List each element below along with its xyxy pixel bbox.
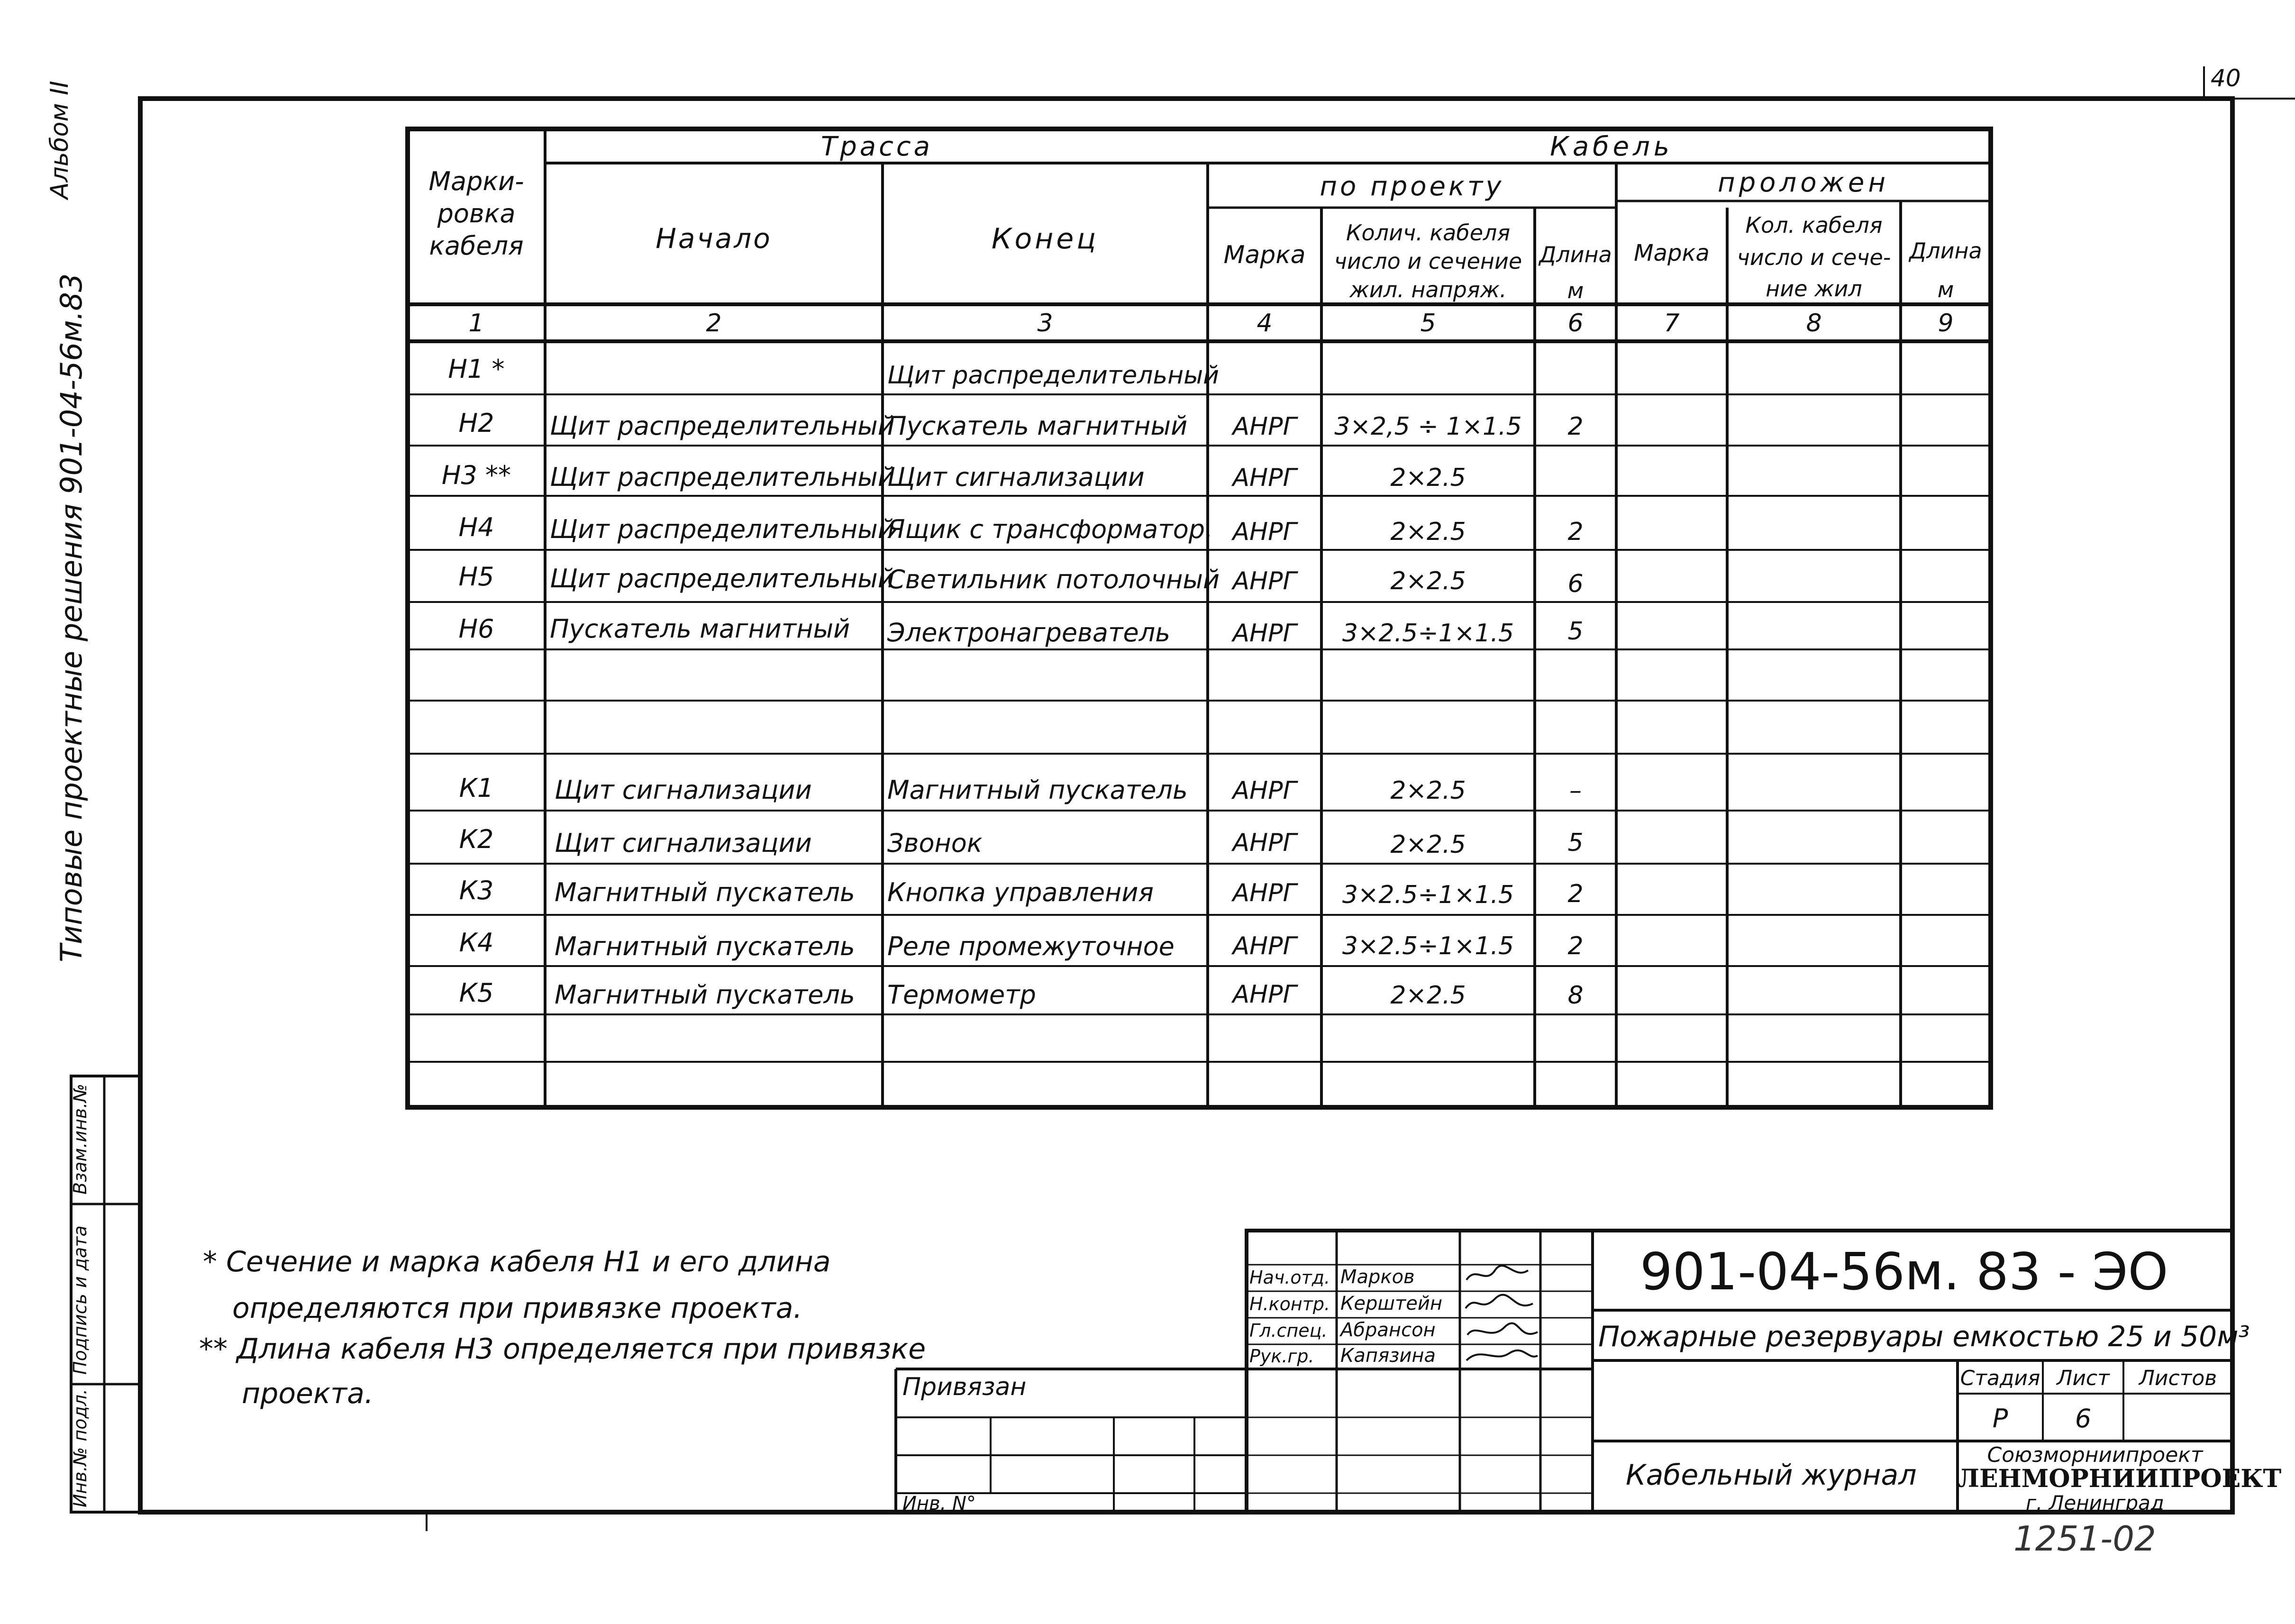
cell-start: Щит сигнализации	[555, 828, 812, 858]
column-number: 2	[706, 309, 722, 338]
header-length-2: м	[1567, 278, 1584, 303]
cell-count: 2×2.5	[1390, 830, 1466, 859]
column-number: 9	[1938, 309, 1954, 338]
album-label: Альбом II	[46, 81, 74, 199]
cell-length: 5	[1567, 617, 1584, 646]
header-start: Начало	[656, 222, 772, 255]
cell-length: 2	[1567, 518, 1584, 546]
cell-brand: АНРГ	[1232, 619, 1297, 648]
column-number: 3	[1037, 309, 1053, 338]
column-number: 6	[1567, 309, 1584, 338]
sheet-number: 40	[2211, 64, 2241, 92]
stamp-inv-podl: Инв.№ подл.	[70, 1388, 91, 1507]
role-name: Абрансон	[1340, 1319, 1436, 1341]
cell-mark: К5	[459, 978, 494, 1008]
sheet-value: 6	[2075, 1404, 2092, 1433]
cell-end: Реле промежуточное	[887, 931, 1175, 961]
cell-mark: Н1 *	[448, 354, 505, 384]
cell-brand: АНРГ	[1232, 567, 1297, 595]
cell-count: 3×2.5÷1×1.5	[1342, 619, 1514, 648]
header-count-laid-2: число и сече-	[1737, 245, 1891, 270]
cell-end: Щит сигнализации	[887, 462, 1145, 492]
header-length-laid-1: Длина	[1909, 238, 1982, 264]
cell-count: 3×2,5 ÷ 1×1.5	[1334, 412, 1522, 441]
cell-end: Кнопка управления	[887, 877, 1154, 907]
header-count-2: число и сечение	[1334, 248, 1522, 274]
cell-end: Пускатель магнитный	[887, 411, 1188, 441]
cell-count: 2×2.5	[1390, 981, 1466, 1010]
cell-end: Магнитный пускатель	[887, 775, 1188, 805]
sheets-label: Листов	[2139, 1366, 2217, 1390]
cell-end: Электронагреватель	[887, 618, 1171, 648]
cell-brand: АНРГ	[1232, 518, 1297, 546]
cell-start: Магнитный пускатель	[555, 877, 855, 907]
cell-length: 2	[1567, 932, 1584, 960]
header-laid: проложен	[1718, 167, 1889, 198]
cell-count: 3×2.5÷1×1.5	[1342, 932, 1514, 960]
cell-start: Щит распределительный	[550, 411, 894, 441]
column-number: 7	[1664, 309, 1680, 338]
cell-count: 2×2.5	[1390, 518, 1466, 546]
column-number: 5	[1420, 309, 1436, 338]
drawing-code: 901-04-56м. 83 - ЭО	[1640, 1242, 2168, 1302]
header-marking-3: кабеля	[429, 231, 524, 261]
cell-mark: К1	[459, 773, 494, 803]
cell-length: 8	[1567, 981, 1584, 1010]
note-line: определяются при привязке проекта.	[232, 1292, 802, 1325]
column-number: 4	[1257, 309, 1273, 338]
cell-length: 2	[1567, 412, 1584, 441]
org-line-2: ЛЕНМОРНИИПРОЕКТ	[1958, 1464, 2282, 1493]
cell-start: Щит распределительный	[550, 564, 894, 593]
cell-length: 5	[1567, 829, 1584, 857]
role-name: Марков	[1340, 1266, 1415, 1288]
cell-length: –	[1569, 776, 1582, 805]
header-by-project: по проекту	[1320, 171, 1504, 202]
binding-label: Привязан	[902, 1373, 1027, 1401]
column-number: 8	[1806, 309, 1822, 338]
cell-mark: Н3 **	[441, 460, 511, 490]
header-brand: Марка	[1223, 241, 1306, 269]
header-route: Трасса	[821, 131, 933, 162]
cell-count: 3×2.5÷1×1.5	[1342, 881, 1514, 909]
cell-count: 2×2.5	[1390, 776, 1466, 805]
cell-brand: АНРГ	[1232, 776, 1297, 805]
cell-brand: АНРГ	[1232, 464, 1297, 492]
cell-count: 2×2.5	[1390, 567, 1466, 595]
series-label: Типовые проектные решения 901-04-56м.83	[54, 273, 89, 962]
header-brand-laid: Марка	[1634, 240, 1710, 266]
sheet-label: Лист	[2057, 1366, 2110, 1390]
role-label: Н.контр.	[1249, 1294, 1330, 1314]
role-label: Нач.отд.	[1249, 1267, 1330, 1288]
cell-start: Щит распределительный	[550, 514, 894, 544]
cell-end: Щит распределительный	[887, 361, 1219, 390]
project-title: Пожарные резервуары емкостью 25 и 50м³	[1598, 1320, 2250, 1353]
cell-mark: Н6	[458, 614, 494, 644]
cell-end: Ящик с трансформатор.	[887, 514, 1213, 544]
note-line: проекта.	[242, 1377, 373, 1410]
cell-mark: Н5	[458, 562, 494, 592]
header-length-laid-2: м	[1937, 277, 1954, 302]
header-count-3: жил. напряж.	[1349, 277, 1507, 302]
role-label: Рук.гр.	[1249, 1346, 1314, 1367]
column-number: 1	[468, 309, 484, 338]
cell-brand: АНРГ	[1232, 980, 1297, 1009]
cell-length: 2	[1567, 880, 1584, 908]
cell-start: Щит распределительный	[550, 462, 894, 492]
cell-count: 2×2.5	[1390, 464, 1466, 492]
signatures	[1462, 1261, 1542, 1365]
cell-brand: АНРГ	[1232, 879, 1297, 907]
header-marking-2: ровка	[437, 199, 516, 228]
stage-label: Стадия	[1960, 1366, 2040, 1390]
role-name: Керштейн	[1340, 1293, 1443, 1314]
header-count-1: Колич. кабеля	[1346, 220, 1511, 246]
cell-brand: АНРГ	[1232, 829, 1297, 857]
cell-start: Пускатель магнитный	[550, 614, 850, 644]
cell-start: Магнитный пускатель	[555, 931, 855, 961]
inventory-label: Инв. N°	[902, 1493, 976, 1515]
cell-end: Термометр	[887, 980, 1036, 1010]
drawing-title: Кабельный журнал	[1626, 1459, 1917, 1492]
cell-mark: Н4	[458, 512, 494, 542]
role-label: Гл.спец.	[1249, 1320, 1328, 1341]
header-length-1: Длина	[1539, 242, 1612, 267]
cell-mark: К2	[459, 824, 494, 854]
cell-brand: АНРГ	[1232, 412, 1297, 441]
cell-mark: К3	[459, 876, 494, 905]
cell-end: Светильник потолочный	[887, 565, 1220, 594]
header-count-laid-3: ние жил	[1766, 276, 1862, 301]
header-marking-1: Марки-	[428, 166, 524, 196]
bottom-number: 1251-02	[2013, 1519, 2156, 1559]
role-name: Капязина	[1340, 1345, 1436, 1367]
org-line-3: г. Ленинград	[2026, 1491, 2164, 1515]
header-cable: Кабель	[1550, 131, 1673, 162]
org-line-1: Союзморниипроект	[1987, 1443, 2203, 1467]
note-line: ** Длина кабеля Н3 определяется при привязке	[199, 1332, 926, 1366]
cell-start: Магнитный пускатель	[555, 980, 855, 1010]
cell-start: Щит сигнализации	[555, 775, 812, 805]
cell-end: Звонок	[887, 828, 983, 858]
cell-mark: Н2	[458, 408, 494, 438]
stamp-podpis: Подпись и дата	[70, 1225, 91, 1375]
cell-length: 6	[1567, 570, 1584, 598]
cell-brand: АНРГ	[1232, 932, 1297, 960]
stamp-vzam: Взам.инв.№	[70, 1084, 91, 1195]
cell-mark: К4	[459, 928, 494, 958]
note-line: * Сечение и марка кабеля Н1 и его длина	[203, 1245, 831, 1278]
header-end: Конец	[991, 222, 1099, 255]
header-count-laid-1: Кол. кабеля	[1745, 212, 1883, 238]
stage-value: Р	[1992, 1404, 2008, 1433]
